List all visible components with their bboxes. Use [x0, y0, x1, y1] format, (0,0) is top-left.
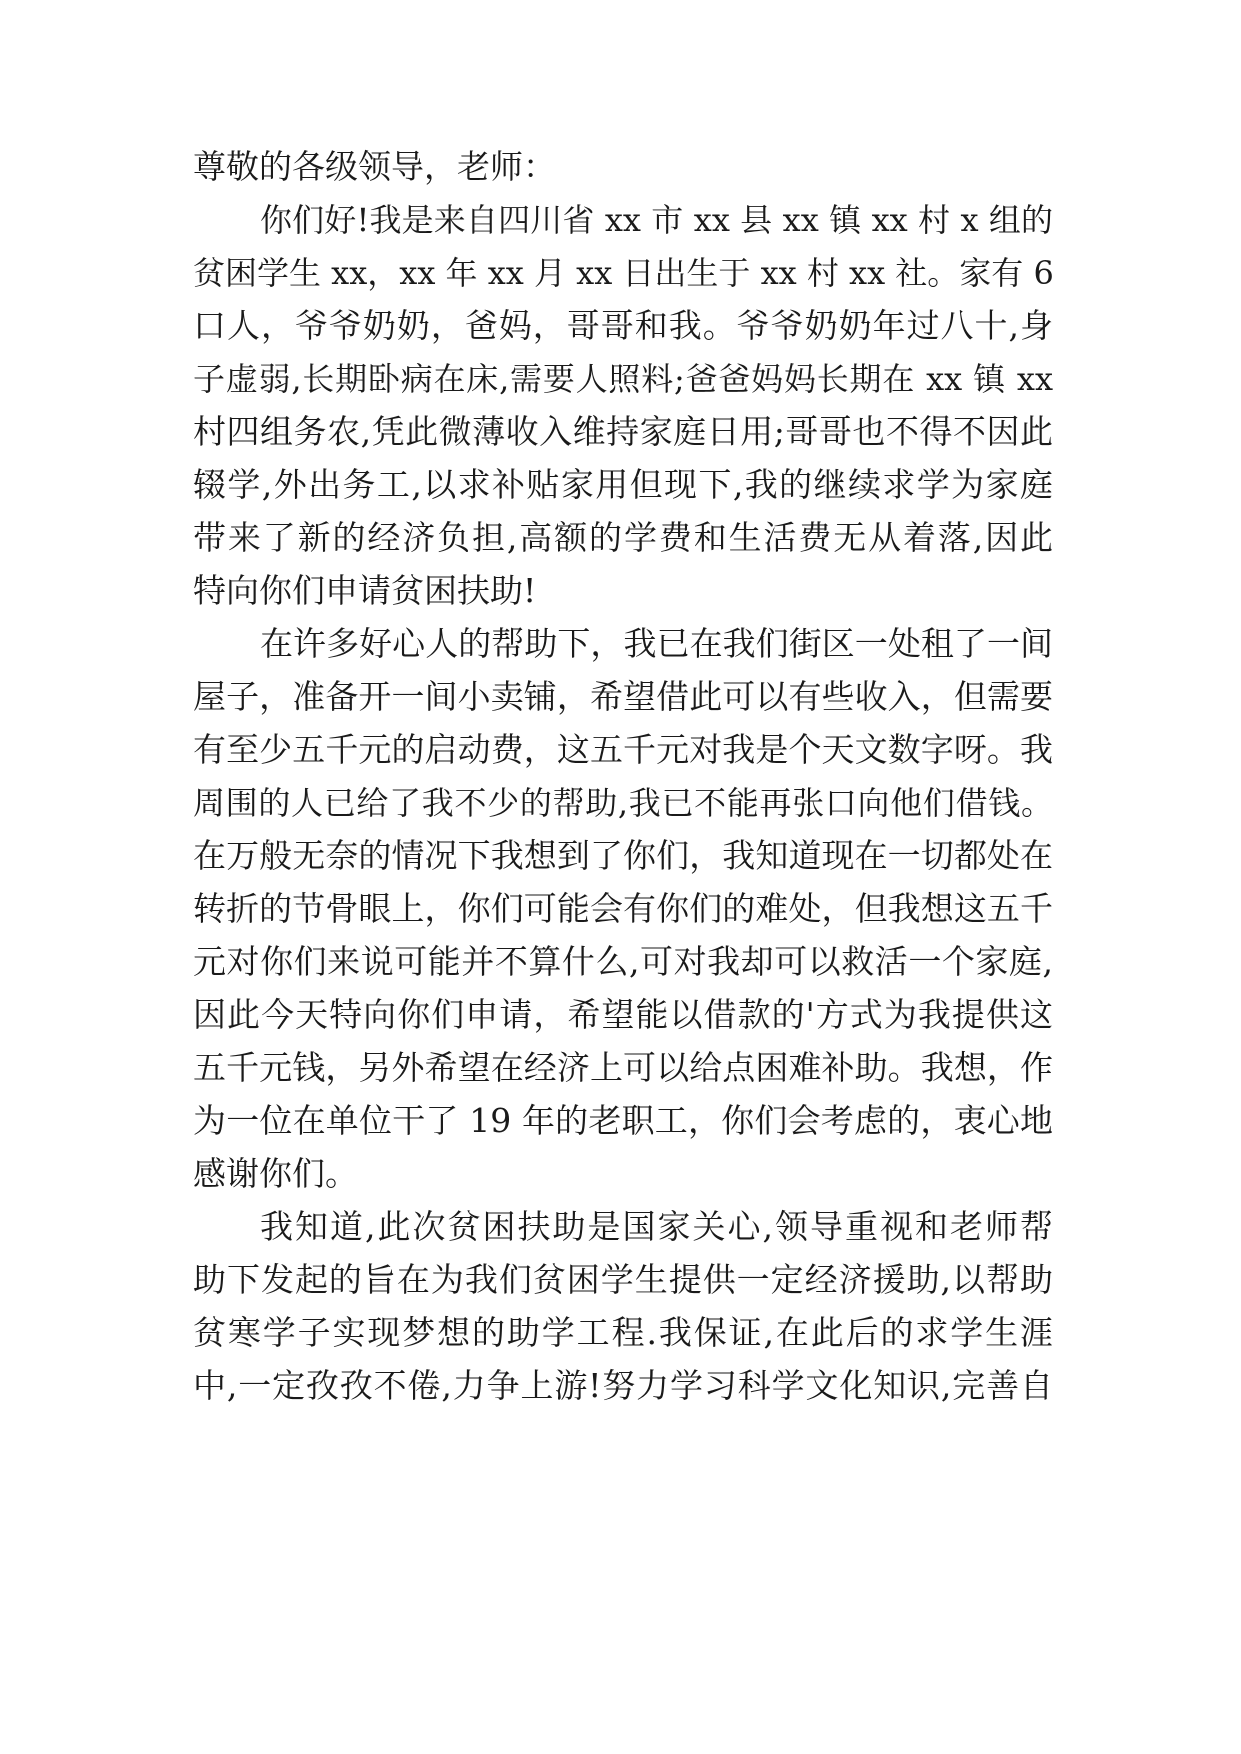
text-line: 我知道,此次贫困扶助是国家关心,领导重视和老师帮: [260, 1207, 1053, 1246]
text-line: 屋子，准备开一间小卖铺，希望借此可以有些收入，但需要: [193, 677, 1053, 716]
text-line: 口人，爷爷奶奶，爸妈，哥哥和我。爷爷奶奶年过八十,身: [193, 306, 1053, 345]
text-line: 贫寒学子实现梦想的助学工程.我保证,在此后的求学生涯: [193, 1313, 1053, 1352]
salutation: 尊敬的各级领导，老师：: [193, 147, 556, 186]
text-line: 转折的节骨眼上，你们可能会有你们的难处，但我想这五千: [193, 889, 1053, 928]
text-line: 五千元钱，另外希望在经济上可以给点困难补助。我想，作: [193, 1048, 1053, 1087]
text-line: 在许多好心人的帮助下，我已在我们街区一处租了一间: [260, 624, 1053, 663]
text-line: 带来了新的经济负担,高额的学费和生活费无从着落,因此: [193, 518, 1053, 557]
text-line: 子虚弱,长期卧病在床,需要人照料;爸爸妈妈长期在 xx 镇 xx: [193, 360, 1053, 398]
text-line: 元对你们来说可能并不算什么,可对我却可以救活一个家庭,: [193, 942, 1053, 981]
text-line: 有至少五千元的启动费，这五千元对我是个天文数字呀。我: [193, 730, 1053, 769]
text-line: 因此今天特向你们申请，希望能以借款的'方式为我提供这: [193, 995, 1053, 1034]
text-line: 贫困学生 xx，xx 年 xx 月 xx 日出生于 xx 村 xx 社。家有 6: [193, 254, 1054, 292]
text-line: 感谢你们。: [193, 1154, 358, 1193]
text-line: 为一位在单位干了 19 年的老职工，你们会考虑的，衷心地: [193, 1101, 1053, 1140]
text-line: 村四组务农,凭此微薄收入维持家庭日用;哥哥也不得不因此: [193, 412, 1053, 451]
text-line: 在万般无奈的情况下我想到了你们，我知道现在一切都处在: [193, 836, 1053, 875]
text-line: 周围的人已给了我不少的帮助,我已不能再张口向他们借钱。: [193, 784, 1053, 822]
text-line: 特向你们申请贫困扶助!: [193, 571, 537, 610]
text-line: 你们好!我是来自四川省 xx 市 xx 县 xx 镇 xx 村 x 组的: [260, 201, 1053, 239]
text-line: 中,一定孜孜不倦,力争上游!努力学习科学文化知识,完善自: [193, 1366, 1053, 1405]
text-line: 辍学,外出务工,以求补贴家用但现下,我的继续求学为家庭: [193, 465, 1053, 504]
text-line: 助下发起的旨在为我们贫困学生提供一定经济援助,以帮助: [193, 1260, 1053, 1299]
